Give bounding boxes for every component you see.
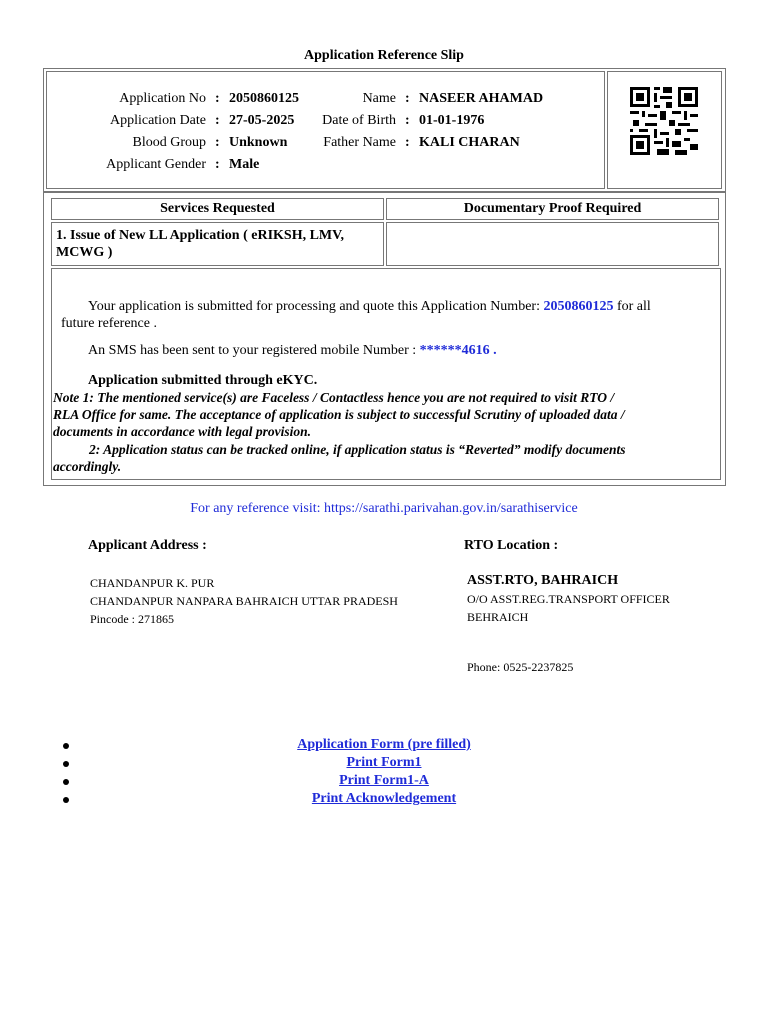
reference-visit-text: For any reference visit: https://sarathi.parivahan.gov.in/sarathiservice bbox=[190, 501, 578, 516]
rto-name: ASST.RTO, BAHRAICH bbox=[467, 573, 619, 588]
applicant-values-right bbox=[419, 88, 599, 154]
note-1 bbox=[53, 389, 713, 440]
father-name-value: KALI CHARAN bbox=[419, 135, 520, 150]
applicant-seps-left bbox=[215, 88, 225, 176]
bullet-icon bbox=[63, 797, 69, 803]
submission-paragraph bbox=[61, 298, 711, 332]
applicant-labels-left bbox=[60, 88, 206, 176]
print-form1-link[interactable]: Print Form1 bbox=[346, 755, 422, 770]
ekyc-text: Application submitted through eKYC. bbox=[88, 373, 318, 388]
address-pincode: Pincode : 271865 bbox=[90, 612, 174, 626]
rto-location bbox=[467, 572, 670, 626]
separator: : bbox=[405, 91, 410, 106]
applicant-seps-right bbox=[405, 88, 415, 154]
page-title: Application Reference Slip bbox=[304, 48, 464, 63]
application-no-label: Application No bbox=[119, 91, 206, 106]
rto-line-2: BEHRAICH bbox=[467, 610, 529, 624]
submission-text-cont: future reference . bbox=[61, 316, 157, 331]
application-number-highlight: 2050860125 bbox=[543, 299, 614, 314]
application-no-value: 2050860125 bbox=[229, 91, 299, 106]
service-row-1-line1: 1. Issue of New LL Application ( eRIKSH, LMV, bbox=[56, 228, 344, 243]
qr-code-icon bbox=[630, 87, 698, 155]
name-label: Name bbox=[362, 91, 396, 106]
address-line-1: CHANDANPUR K. PUR bbox=[90, 576, 215, 590]
separator: : bbox=[215, 157, 220, 172]
bullet-icon bbox=[63, 743, 69, 749]
service-row-1-line2: MCWG ) bbox=[56, 245, 113, 260]
service-row-1 bbox=[51, 222, 384, 266]
action-links-list bbox=[0, 737, 768, 809]
rto-phone: Phone: 0525-2237825 bbox=[467, 660, 574, 674]
separator: : bbox=[405, 135, 410, 150]
separator: : bbox=[215, 113, 220, 128]
address-line-2: CHANDANPUR NANPARA BAHRAICH UTTAR PRADESH bbox=[90, 594, 398, 608]
applicant-labels-right bbox=[300, 88, 396, 154]
mobile-number-masked: ******4616 . bbox=[419, 343, 497, 358]
application-date-value: 27-05-2025 bbox=[229, 113, 295, 128]
blood-group-value: Unknown bbox=[229, 135, 288, 150]
note-2 bbox=[53, 441, 713, 475]
list-item bbox=[0, 737, 768, 755]
note-1-line1: Note 1: The mentioned service(s) are Faceless / Contactless hence you are not required to visit RTO / bbox=[53, 390, 615, 405]
father-name-label: Father Name bbox=[323, 135, 396, 150]
documentary-proof-header: Documentary Proof Required bbox=[386, 198, 719, 220]
sms-text: An SMS has been sent to your registered mobile Number : bbox=[88, 343, 420, 358]
note-2-line2: accordingly. bbox=[53, 459, 122, 474]
list-item bbox=[0, 755, 768, 773]
print-acknowledgement-link[interactable]: Print Acknowledgement bbox=[311, 791, 457, 806]
service-row-1-proof bbox=[386, 222, 719, 266]
bullet-icon bbox=[63, 779, 69, 785]
note-1-line2: RLA Office for same. The acceptance of application is subject to successful Scrutiny of uploaded data / bbox=[53, 407, 625, 422]
application-date-label: Application Date bbox=[109, 113, 206, 128]
print-form1a-link[interactable]: Print Form1-A bbox=[339, 773, 429, 788]
separator: : bbox=[405, 113, 410, 128]
note-1-line3: documents in accordance with legal provision. bbox=[53, 424, 312, 439]
submission-text: Your application is submitted for processing and quote this Application Number: bbox=[88, 299, 544, 314]
submission-message-box bbox=[51, 268, 721, 480]
blood-group-label: Blood Group bbox=[132, 135, 206, 150]
applicant-address bbox=[90, 574, 398, 628]
application-form-link[interactable]: Application Form (pre filled) bbox=[297, 737, 471, 752]
bullet-icon bbox=[63, 761, 69, 767]
services-panel bbox=[43, 192, 726, 486]
dob-label: Date of Birth bbox=[322, 113, 396, 128]
applicant-address-heading: Applicant Address : bbox=[88, 538, 207, 553]
list-item bbox=[0, 791, 768, 809]
list-item bbox=[0, 773, 768, 791]
separator: : bbox=[215, 135, 220, 150]
submission-text-end: for all bbox=[613, 299, 651, 314]
services-requested-header: Services Requested bbox=[51, 198, 384, 220]
gender-value: Male bbox=[229, 157, 260, 172]
rto-location-heading: RTO Location : bbox=[464, 538, 559, 553]
gender-label: Applicant Gender bbox=[106, 157, 206, 172]
dob-value: 01-01-1976 bbox=[419, 113, 485, 128]
sms-paragraph bbox=[88, 342, 497, 359]
rto-line-1: O/O ASST.REG.TRANSPORT OFFICER bbox=[467, 592, 670, 606]
note-2-line1: 2: Application status can be tracked online, if application status is “Reverted” modify documents bbox=[89, 442, 626, 457]
name-value: NASEER AHAMAD bbox=[419, 91, 544, 106]
separator: : bbox=[215, 91, 220, 106]
